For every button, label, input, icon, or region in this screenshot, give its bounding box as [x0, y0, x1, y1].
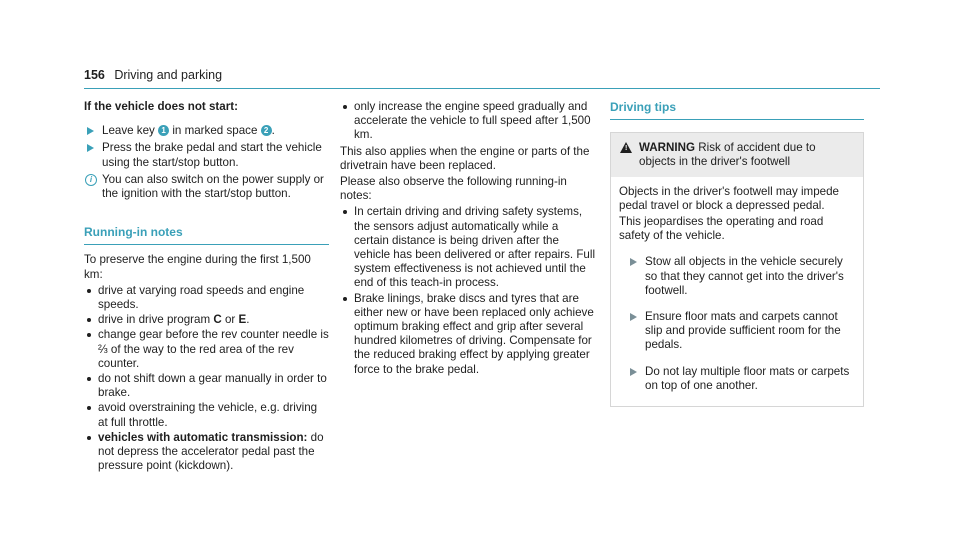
- arrow-icon: [87, 144, 94, 152]
- warning-body: [611, 177, 863, 406]
- running-in-title: Running-in notes: [84, 225, 329, 245]
- list-item: vehicles with automatic transmission: do not depress the accelerator pedal past the pressure point (kickdown).: [84, 431, 329, 474]
- step-press-brake: Press the brake pedal and start the vehicle using the start/stop button.: [84, 141, 329, 169]
- arrow-icon: [630, 313, 637, 321]
- running-in-intro: To preserve the engine during the first 1,500 km:: [84, 253, 311, 281]
- arrow-icon: [630, 368, 637, 376]
- info-note: i You can also switch on the power supply or the ignition with the start/stop button.: [84, 173, 329, 201]
- warning-header: [611, 133, 863, 176]
- start-heading: If the vehicle does not start:: [84, 100, 238, 113]
- step-floor-mats: Ensure floor mats and carpets cannot slip and provide sufficient room for the pedals.: [627, 310, 855, 353]
- warning-text: Risk of accident due to objects in the driver's footwell: [639, 141, 816, 169]
- page-number: 156: [84, 68, 105, 82]
- driving-tips-title: Driving tips: [610, 100, 864, 120]
- warning-triangle-icon: !: [620, 142, 632, 153]
- arrow-icon: [87, 127, 94, 135]
- list-item: only increase the engine speed gradually and accelerate the vehicle to full speed after 1,500 km.: [340, 100, 596, 143]
- list-item: In certain driving and driving safety systems, the sensors adjust automatically while a certain distance is being driven after the vehicle has been delivered or after repairs. Full system effectiveness is not achieved until the end of this teach-in process.: [340, 205, 596, 290]
- running-in-list: [84, 284, 329, 474]
- callout-2-icon: 2: [261, 125, 272, 136]
- list-item: do not shift down a gear manually in order to brake.: [84, 372, 329, 400]
- left-column: [84, 100, 329, 474]
- arrow-icon: [630, 258, 637, 266]
- list-item: drive at varying road speeds and engine speeds.: [84, 284, 329, 312]
- paragraph: This also applies when the engine or parts of the drivetrain have been replaced.: [340, 144, 590, 172]
- list-item: Brake linings, brake discs and tyres that are either new or have been replaced only achieve optimum braking effect and grip after several hundred kilometres of driving. Compensate for the reduced braking effect by applying greater force to the brake pedal.: [340, 292, 596, 377]
- step-no-stacking: Do not lay multiple floor mats or carpets on top of one another.: [627, 365, 855, 393]
- middle-column: [340, 100, 596, 378]
- chapter-title: Driving and parking: [114, 68, 223, 82]
- info-icon: i: [85, 174, 97, 186]
- step-stow-objects: Stow all objects in the vehicle securely so that they cannot get into the driver's footwell.: [627, 255, 855, 298]
- list-item: change gear before the rev counter needle is ⅔ of the way to the red area of the rev counter.: [84, 328, 329, 371]
- list-item: avoid overstraining the vehicle, e.g. driving at full throttle.: [84, 401, 329, 429]
- warning-box: [610, 132, 864, 407]
- page-header: [84, 68, 222, 82]
- warning-label: WARNING: [639, 141, 696, 155]
- right-column: [610, 100, 864, 407]
- paragraph: Please also observe the following running-in notes:: [340, 175, 567, 203]
- header-rule: [84, 88, 880, 89]
- step-leave-key: Leave key 1 in marked space 2 .: [84, 124, 329, 138]
- paragraph: Objects in the driver's footwell may impede pedal travel or block a depressed pedal.: [619, 184, 840, 212]
- callout-1-icon: 1: [158, 125, 169, 136]
- paragraph: This jeopardises the operating and road safety of the vehicle.: [619, 215, 824, 243]
- list-item: drive in drive program C or E.: [84, 313, 329, 327]
- running-in-list-cont: [340, 100, 596, 143]
- running-in-notes-list: [340, 205, 596, 376]
